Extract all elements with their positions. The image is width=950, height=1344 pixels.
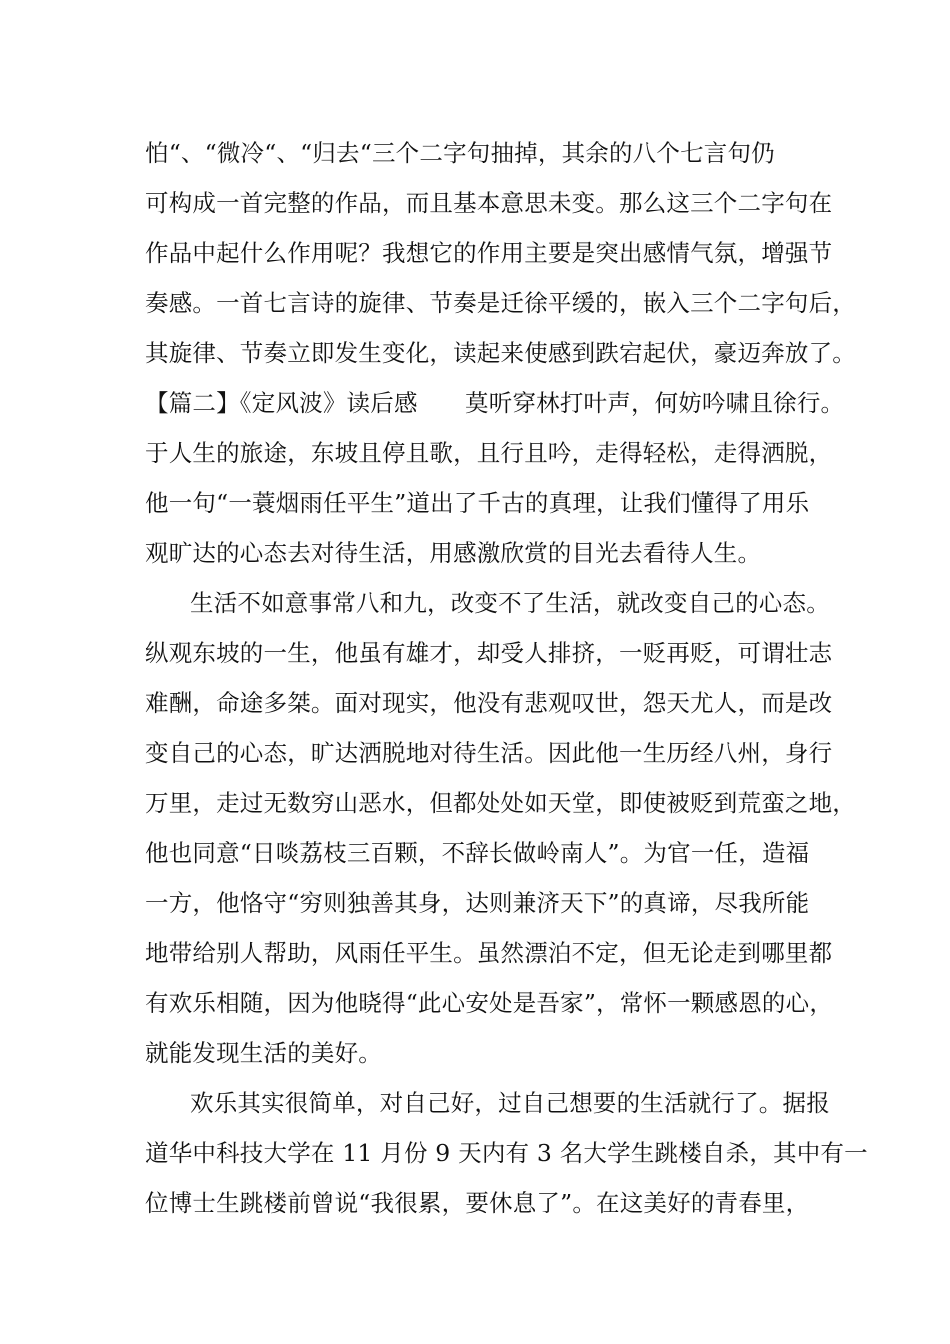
section-heading-line: 【篇二】《定风波》读后感 莫听穿林打叶声，何妨吟啸且徐行。 bbox=[145, 389, 845, 417]
text-line: 怕“、“微冷“、“归去“三个二字句抽掉，其余的八个七言句仍 bbox=[145, 139, 775, 167]
text-line: 其旋律、节奏立即发生变化，读起来使感到跌宕起伏，豪迈奔放了。 bbox=[145, 339, 856, 367]
paragraph-start-line: 欢乐其实很简单，对自己好，过自己想要的生活就行了。据报 bbox=[190, 1089, 830, 1117]
text-line: 难酬，命途多桀。面对现实，他没有悲观叹世，怨天尤人，而是改 bbox=[145, 689, 833, 717]
paragraph-start-line: 生活不如意事常八和九，改变不了生活，就改变自己的心态。 bbox=[190, 589, 830, 617]
text-line: 纵观东坡的一生，他虽有雄才，却受人排挤，一贬再贬，可谓壮志 bbox=[145, 639, 833, 667]
text-line: 作品中起什么作用呢？我想它的作用主要是突出感情气氛，增强节 bbox=[145, 239, 833, 267]
text-line: 可构成一首完整的作品，而且基本意思未变。那么这三个二字句在 bbox=[145, 189, 833, 217]
text-line: 地带给别人帮助，风雨任平生。虽然漂泊不定，但无论走到哪里都 bbox=[145, 939, 833, 967]
text-line: 就能发现生活的美好。 bbox=[145, 1039, 382, 1067]
text-line: 万里，走过无数穷山恶水，但都处处如天堂，即使被贬到荒蛮之地， bbox=[145, 789, 856, 817]
text-line: 他一句“一蓑烟雨任平生”道出了千古的真理，让我们懂得了用乐 bbox=[145, 489, 810, 517]
text-line: 奏感。一首七言诗的旋律、节奏是迁徐平缓的，嵌入三个二字句后， bbox=[145, 289, 856, 317]
text-line: 观旷达的心态去对待生活，用感激欣赏的目光去看待人生。 bbox=[145, 539, 762, 567]
text-line: 于人生的旅途，东坡且停且歌，且行且吟，走得轻松，走得洒脱， bbox=[145, 439, 833, 467]
text-line: 位博士生跳楼前曾说“我很累，要休息了”。在这美好的青春里， bbox=[145, 1189, 810, 1217]
text-line: 他也同意“日啖荔枝三百颗，不辞长做岭南人”。为官一任，造福 bbox=[145, 839, 810, 867]
text-line: 道华中科技大学在 11 月份 9 天内有 3 名大学生跳楼自杀，其中有一 bbox=[145, 1139, 868, 1167]
text-line: 有欢乐相随，因为他晓得“此心安处是吾家”，常怀一颗感恩的心， bbox=[145, 989, 834, 1017]
text-line: 变自己的心态，旷达洒脱地对待生活。因此他一生历经八州，身行 bbox=[145, 739, 833, 767]
text-line: 一方，他恪守“穷则独善其身，达则兼济天下”的真谛，尽我所能 bbox=[145, 889, 810, 917]
